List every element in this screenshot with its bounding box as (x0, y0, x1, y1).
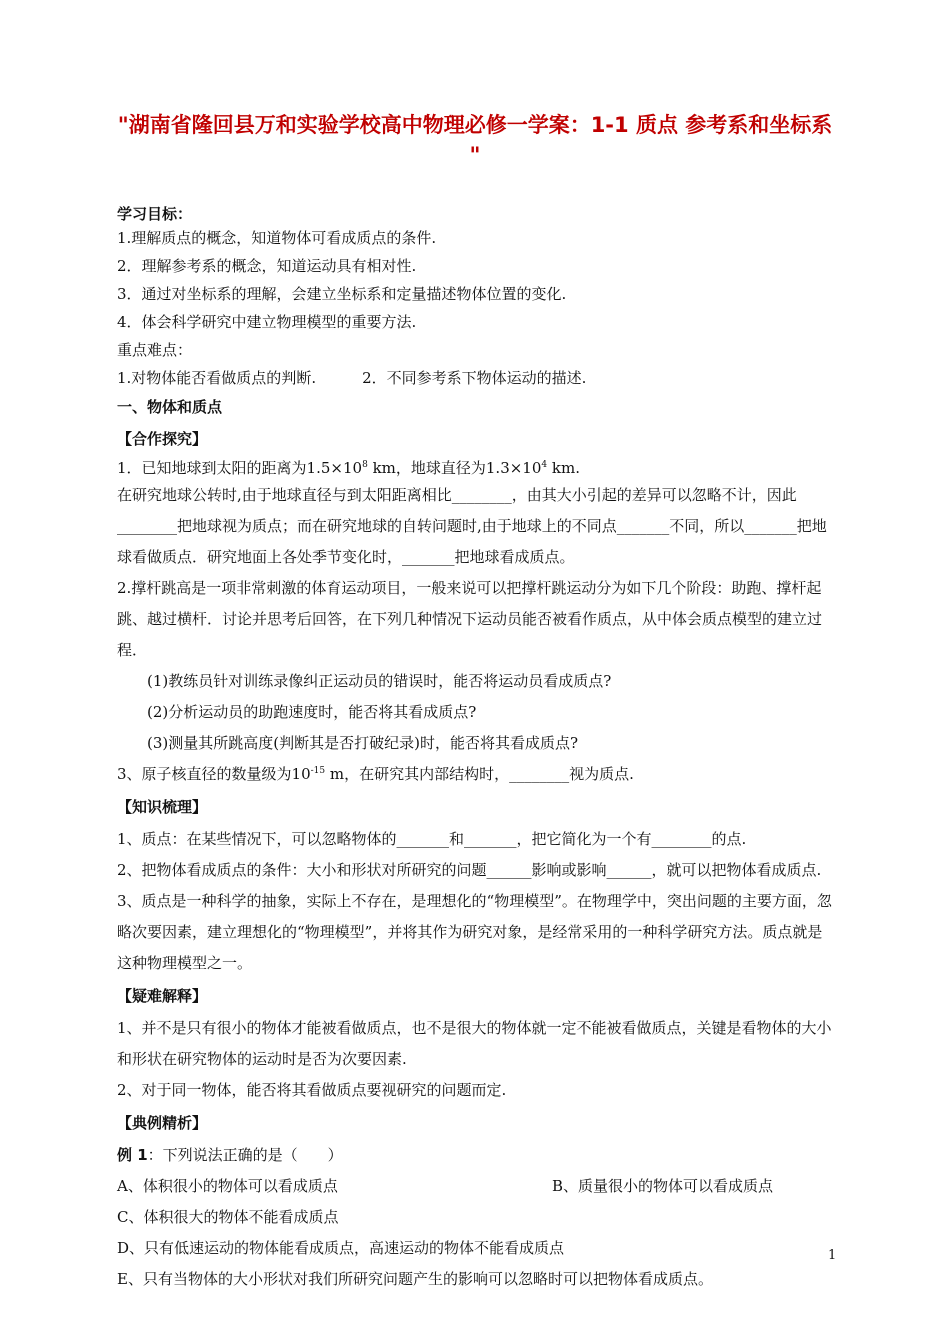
key-point-2: 2．不同参考系下物体运动的描述. (362, 369, 587, 387)
section-1-heading: 一、物体和质点 (117, 398, 223, 416)
doubts-label: 【疑难解释】 (117, 987, 208, 1005)
document-page (117, 110, 833, 1295)
document-title: "湖南省隆回县万和实验学校高中物理必修一学案：1-1 质点 参考系和坐标系 " (117, 113, 833, 167)
explore-q2-sub-3: (3)测量其所跳高度(判断其是否打破纪录)时，能否将其看成质点? (147, 734, 578, 752)
explore-q1-data (117, 456, 833, 480)
objective-3: 3．通过对坐标系的理解，会建立坐标系和定量描述物体位置的变化. (117, 285, 567, 303)
explore-q3 (117, 759, 833, 790)
objective-2: 2．理解参考系的概念，知道运动具有相对性. (117, 257, 417, 275)
doubt-1: 1、并不是只有很小的物体才能被看做质点，也不是很大的物体就一定不能被看做质点，关键是看物体的大小和形状在研究物体的运动时是否为次要因素. (117, 1019, 832, 1068)
option-e: E、只有当物体的大小形状对我们所研究问题产生的影响可以忽略时可以把物体看成质点。 (117, 1270, 713, 1288)
knowledge-label: 【知识梳理】 (117, 798, 208, 816)
objective-1: 1.理解质点的概念，知道物体可看成质点的条件. (117, 229, 437, 247)
explore-q2-paragraph: 2.撑杆跳高是一项非常刺激的体育运动项目，一般来说可以把撑杆跳运动分为如下几个阶段：助跑、撑杆起跳、越过横杆．讨论并思考后回答，在下列几种情况下运动员能否被看作质点，从中体会质点模型的建立过程． (117, 579, 823, 659)
key-points-heading: 重点难点： (117, 341, 193, 359)
example-1-options-ab (117, 1171, 833, 1202)
explore-q1-paragraph: 在研究地球公转时,由于地球直径与到太阳距离相比________，由其大小引起的差异可以忽略不计，因此________把地球视为质点；而在研究地球的自转问题时,由于地球上的不同点_______不同，所以_______把地球看做质点．研究地面上各处季节变化时，_______把地球看成质点。 (117, 486, 827, 566)
option-d: D、只有低速运动的物体能看成质点，高速运动的物体不能看成质点 (117, 1239, 565, 1257)
option-a: A、体积很小的物体可以看成质点 (117, 1177, 338, 1195)
q1-text-a: 1．已知地球到太阳的距离为1.5×10 (117, 459, 363, 477)
doubt-2: 2、对于同一物体，能否将其看做质点要视研究的问题而定. (117, 1081, 507, 1099)
objectives-heading: 学习目标： (117, 205, 193, 223)
example-1-text: ：下列说法正确的是（ ） (147, 1146, 343, 1164)
q1-exponent-2: 4 (541, 460, 548, 470)
q1-exponent-1: 8 (362, 460, 368, 470)
q1-text-c: km. (547, 459, 580, 477)
example-1-label: 例 1 (117, 1146, 148, 1164)
knowledge-1: 1、质点：在某些情况下，可以忽略物体的_______和_______，把它简化为一个有________的点. (117, 830, 747, 848)
key-point-1: 1.对物体能否看做质点的判断. (117, 369, 317, 387)
q3-text-a: 3、原子核直径的数量级为10 (117, 765, 311, 783)
knowledge-2: 2、把物体看成质点的条件：大小和形状对所研究的问题______影响或影响______，就可以把物体看成质点. (117, 861, 822, 879)
option-b: B、质量很小的物体可以看成质点 (551, 1177, 773, 1195)
q1-text-b: km，地球直径为1.3×10 (367, 459, 542, 477)
q3-exponent: -15 (310, 766, 326, 776)
objective-4: 4．体会科学研究中建立物理模型的重要方法. (117, 313, 417, 331)
examples-label: 【典例精析】 (117, 1114, 208, 1132)
q3-text-b: m，在研究其内部结构时，________视为质点. (325, 765, 634, 783)
explore-label: 【合作探究】 (117, 430, 208, 448)
option-c: C、体积很大的物体不能看成质点 (117, 1208, 339, 1226)
explore-q2-sub-2: (2)分析运动员的助跑速度时，能否将其看成质点? (147, 703, 477, 721)
explore-q2-sub-1: (1)教练员针对训练录像纠正运动员的错误时，能否将运动员看成质点? (147, 672, 612, 690)
page-number: 1 (828, 1248, 837, 1263)
knowledge-3: 3、质点是一种科学的抽象，实际上不存在，是理想化的“物理模型”。在物理学中，突出问题的主要方面，忽略次要因素，建立理想化的“物理模型”，并将其作为研究对象，是经常采用的一种科学研究方法。质点就是这种物理模型之一。 (117, 892, 832, 972)
example-1-question (117, 1140, 833, 1171)
key-points-line (117, 366, 833, 390)
